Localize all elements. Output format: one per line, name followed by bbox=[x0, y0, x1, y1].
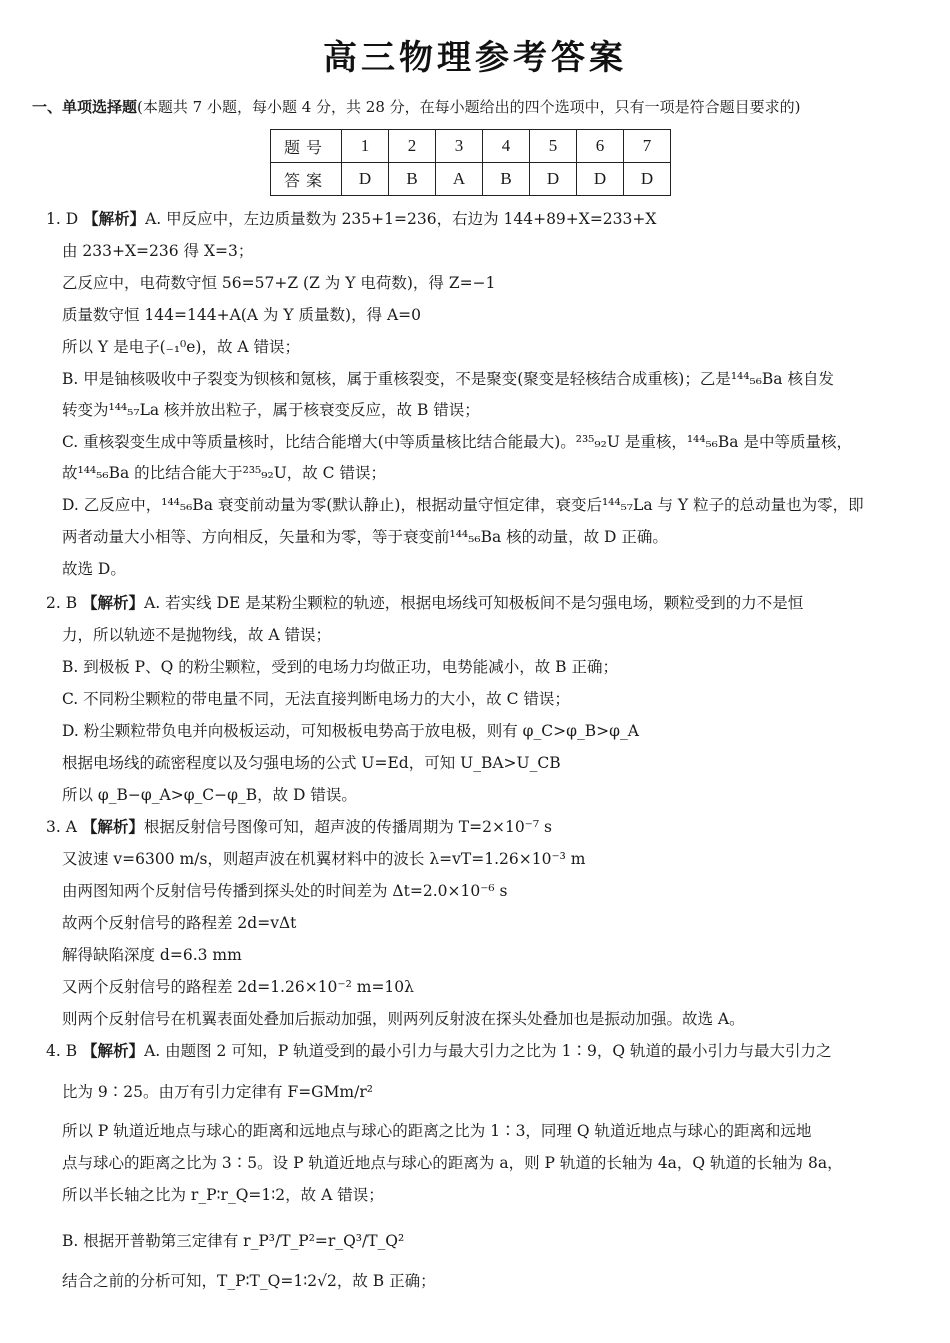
solution-line bbox=[62, 848, 912, 870]
solution-line bbox=[62, 368, 912, 390]
solution-text: 则两个反射信号在机翼表面处叠加后振动加强，则两列反射波在探头处叠加也是振动加强。故选 A。 bbox=[62, 1010, 745, 1028]
question-answer-label: 2. B bbox=[46, 594, 83, 612]
answer-cell: A bbox=[436, 163, 483, 196]
solution-text: 点与球心的距离之比为 3∶5。设 P 轨道近地点与球心的距离为 a，则 P 轨道的长轴为 4a，Q 轨道的长轴为 8a， bbox=[62, 1154, 843, 1172]
solution-text: 所以 P 轨道近地点与球心的距离和远地点与球心的距离之比为 1∶3，同理 Q 轨道近地点与球心的距离和远地 bbox=[62, 1122, 812, 1140]
solution-line bbox=[62, 240, 912, 262]
solution-line bbox=[62, 624, 912, 646]
solution-line bbox=[62, 688, 912, 710]
solution-start-line bbox=[46, 816, 896, 838]
solution-text: 又波速 v=6300 m/s，则超声波在机翼材料中的波长 λ=vT=1.26×10⁻³ m bbox=[62, 850, 586, 868]
analysis-tag: 【解析】 bbox=[81, 818, 144, 836]
solution-text: 根据电场线的疏密程度以及匀强电场的公式 U=Ed，可知 U_BA>U_CB bbox=[62, 754, 561, 772]
question-number-label: 题号 bbox=[271, 130, 342, 163]
solution-line bbox=[62, 880, 912, 902]
solution-text: 乙反应中，电荷数守恒 56=57+Z (Z 为 Y 电荷数)，得 Z=−1 bbox=[62, 274, 496, 292]
solution-line bbox=[62, 399, 912, 421]
section-note: (本题共 7 小题，每小题 4 分，共 28 分，在每小题给出的四个选项中，只有一项是符合题目要求的) bbox=[137, 98, 801, 116]
page-title: 高三物理参考答案 bbox=[323, 38, 627, 78]
solution-text: B. 根据开普勒第三定律有 r_P³/T_P²=r_Q³/T_Q² bbox=[62, 1232, 405, 1250]
solution-line bbox=[62, 1230, 912, 1252]
solution-text: 质量数守恒 144=144+A(A 为 Y 质量数)，得 A=0 bbox=[62, 306, 422, 324]
solution-start-line bbox=[46, 208, 896, 230]
solution-line bbox=[62, 494, 912, 516]
solution-line bbox=[62, 1120, 912, 1142]
solution-line bbox=[62, 1152, 912, 1174]
question-number: 7 bbox=[624, 130, 671, 163]
solution-line bbox=[62, 272, 912, 294]
solution-line bbox=[62, 558, 912, 580]
answer-cell: B bbox=[483, 163, 530, 196]
answer-label: 答案 bbox=[271, 163, 342, 196]
solution-text: D. 粉尘颗粒带负电并向极板运动，可知极板电势高于放电极，则有 φ_C>φ_B>φ_A bbox=[62, 722, 639, 740]
analysis-tag: 【解析】 bbox=[82, 1042, 145, 1060]
question-number: 4 bbox=[483, 130, 530, 163]
question-number: 1 bbox=[342, 130, 389, 163]
solution-line bbox=[62, 944, 912, 966]
solution-text: 根据反射信号图像可知，超声波的传播周期为 T=2×10⁻⁷ s bbox=[143, 818, 552, 836]
answer-cell: D bbox=[342, 163, 389, 196]
solution-line bbox=[62, 462, 912, 484]
solution-line bbox=[62, 656, 912, 678]
section-title: 一、单项选择题 bbox=[32, 98, 138, 116]
solution-line bbox=[62, 752, 912, 774]
solution-line bbox=[62, 526, 912, 548]
solution-text: D. 乙反应中，¹⁴⁴₅₆Ba 衰变前动量为零(默认静止)，根据动量守恒定律，衰变后¹⁴⁴₅₇La 与 Y 粒子的总动量也为零，即 bbox=[62, 496, 864, 514]
solution-line bbox=[62, 1081, 912, 1103]
solution-start-line bbox=[46, 1040, 896, 1062]
solution-text: 又两个反射信号的路程差 2d=1.26×10⁻² m=10λ bbox=[62, 978, 414, 996]
solution-start-line bbox=[46, 592, 896, 614]
question-answer-label: 4. B bbox=[46, 1042, 83, 1060]
solution-text: 解得缺陷深度 d=6.3 mm bbox=[62, 946, 242, 964]
solution-text: 转变为¹⁴⁴₅₇La 核并放出粒子，属于核衰变反应，故 B 错误； bbox=[62, 401, 480, 419]
solution-line bbox=[62, 304, 912, 326]
solution-line bbox=[62, 1270, 912, 1292]
solution-text: 结合之前的分析可知，T_P∶T_Q=1∶2√2，故 B 正确； bbox=[62, 1272, 436, 1290]
solution-text: C. 不同粉尘颗粒的带电量不同，无法直接判断电场力的大小，故 C 错误； bbox=[62, 690, 570, 708]
solution-text: 所以半长轴之比为 r_P∶r_Q=1∶2，故 A 错误； bbox=[62, 1186, 384, 1204]
solution-text: A. 由题图 2 可知，P 轨道受到的最小引力与最大引力之比为 1∶9，Q 轨道的最小引力与最大引力之 bbox=[144, 1042, 832, 1060]
answer-cell: D bbox=[530, 163, 577, 196]
solution-line bbox=[62, 784, 912, 806]
solution-text: 比为 9∶25。由万有引力定律有 F=GMm/r² bbox=[62, 1083, 373, 1101]
solution-line bbox=[62, 1184, 912, 1206]
solution-line bbox=[62, 336, 912, 358]
question-answer-label: 3. A bbox=[46, 818, 82, 836]
solution-text: B. 甲是铀核吸收中子裂变为钡核和氪核，属于重核裂变，不是聚变(聚变是轻核结合成重核)；乙是¹⁴⁴₅₆Ba 核自发 bbox=[62, 370, 834, 388]
solution-text: 故两个反射信号的路程差 2d=vΔt bbox=[62, 914, 297, 932]
analysis-tag: 【解析】 bbox=[82, 594, 145, 612]
solution-text: 所以 φ_B−φ_A>φ_C−φ_B，故 D 错误。 bbox=[62, 786, 357, 804]
solution-line bbox=[62, 720, 912, 742]
solution-line bbox=[62, 1008, 912, 1030]
answer-cell: D bbox=[577, 163, 624, 196]
solution-text: A. 若实线 DE 是某粉尘颗粒的轨迹，根据电场线可知极板间不是匀强电场，颗粒受到的力不是恒 bbox=[144, 594, 804, 612]
answer-cell: D bbox=[624, 163, 671, 196]
solution-text: 所以 Y 是电子(₋₁⁰e)，故 A 错误； bbox=[62, 338, 301, 356]
solution-text: 由 233+X=236 得 X=3； bbox=[62, 242, 254, 260]
solution-line bbox=[62, 431, 912, 453]
solution-text: A. 甲反应中，左边质量数为 235+1=236，右边为 144+89+X=233+X bbox=[145, 210, 657, 228]
answer-table bbox=[270, 129, 671, 196]
question-number: 3 bbox=[436, 130, 483, 163]
solution-text: 故¹⁴⁴₅₆Ba 的比结合能大于²³⁵₉₂U，故 C 错误； bbox=[62, 464, 386, 482]
answer-cell: B bbox=[389, 163, 436, 196]
answer-table-number-row bbox=[271, 130, 671, 163]
solution-line bbox=[62, 976, 912, 998]
solution-line bbox=[62, 912, 912, 934]
solution-text: C. 重核裂变生成中等质量核时，比结合能增大(中等质量核比结合能最大)。²³⁵₉₂U 是重核，¹⁴⁴₅₆Ba 是中等质量核， bbox=[62, 433, 852, 451]
solution-text: 两者动量大小相等、方向相反，矢量和为零，等于衰变前¹⁴⁴₅₆Ba 核的动量，故 D 正确。 bbox=[62, 528, 668, 546]
question-number: 2 bbox=[389, 130, 436, 163]
solution-text: 故选 D。 bbox=[62, 560, 126, 578]
analysis-tag: 【解析】 bbox=[83, 210, 146, 228]
question-number: 5 bbox=[530, 130, 577, 163]
solution-text: 力，所以轨迹不是抛物线，故 A 错误； bbox=[62, 626, 332, 644]
solution-text: 由两图知两个反射信号传播到探头处的时间差为 Δt=2.0×10⁻⁶ s bbox=[62, 882, 508, 900]
question-number: 6 bbox=[577, 130, 624, 163]
solution-text: B. 到极板 P、Q 的粉尘颗粒，受到的电场力均做正功，电势能减小，故 B 正确； bbox=[62, 658, 618, 676]
question-answer-label: 1. D bbox=[46, 210, 84, 228]
section-heading bbox=[32, 96, 932, 117]
answer-table-answer-row bbox=[271, 163, 671, 196]
